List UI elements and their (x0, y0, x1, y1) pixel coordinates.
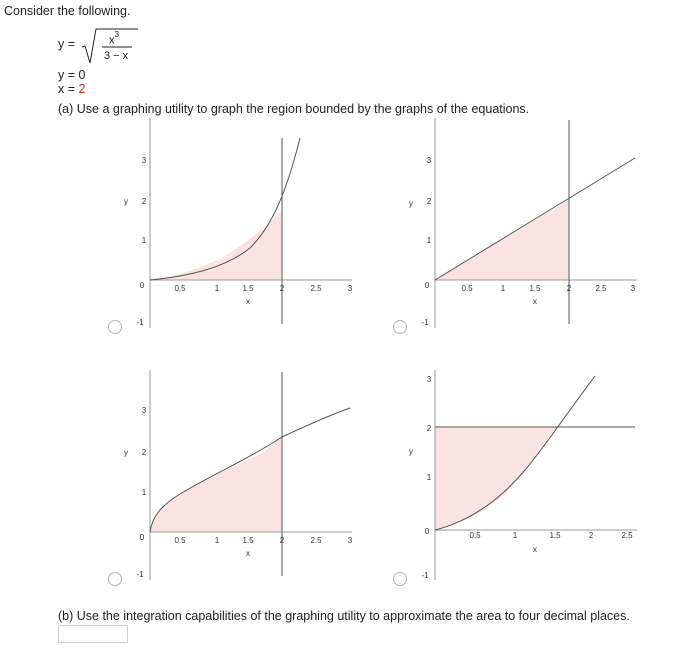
part-b-prompt: (b) Use the integration capabilities of the graphing utility to approximate the area to four decimal places. (58, 609, 630, 623)
option-1-radio[interactable] (108, 320, 122, 334)
tick-y--1: -1 (421, 571, 429, 580)
tick-x-0.5: 0.5 (461, 284, 473, 293)
y-axis-label: y (409, 199, 413, 208)
tick-x-2.5: 2.5 (310, 536, 322, 545)
tick-y-3: 3 (141, 156, 147, 165)
area-answer-field[interactable] (58, 625, 128, 643)
x-axis-label: x (533, 297, 537, 306)
shaded-region (150, 210, 282, 280)
fraction-denominator: 3 − x (104, 50, 129, 62)
tick-y-3: 3 (141, 406, 147, 415)
fraction-numerator (109, 32, 119, 47)
y-axis-label: y (124, 448, 128, 457)
graph-option-4 (405, 370, 645, 585)
option-4-radio[interactable] (393, 572, 407, 586)
tick-x-2.5: 2.5 (310, 284, 322, 293)
option-2-radio[interactable] (393, 320, 407, 334)
y-axis-label: y (124, 197, 128, 206)
tick-x-2.5: 2.5 (595, 284, 607, 293)
tick-x-2: 2 (279, 536, 285, 545)
tick-x-0.5: 0.5 (174, 284, 186, 293)
tick-x-3: 3 (347, 284, 353, 293)
graph-option-3 (120, 370, 360, 585)
tick-x-3: 3 (630, 284, 636, 293)
tick-x-2.5: 2.5 (621, 531, 633, 540)
tick-x-1.5: 1.5 (242, 536, 254, 545)
tick-x-1: 1 (512, 531, 518, 540)
graph-option-1 (120, 118, 360, 333)
graph-option-2 (405, 118, 645, 333)
tick-y--1: -1 (421, 318, 429, 327)
numerator-x: x (109, 34, 115, 47)
equation-x-two-rhs: 2 (78, 82, 86, 96)
shaded-region (150, 437, 282, 532)
equation-y-label: y = (58, 37, 76, 51)
tick-x-3: 3 (347, 536, 353, 545)
part-a-prompt: (a) Use a graphing utility to graph the region bounded by the graphs of the equations. (58, 102, 530, 116)
tick-x-1.5: 1.5 (549, 531, 561, 540)
tick-y--1: -1 (136, 318, 144, 327)
tick-y-1: 1 (141, 236, 147, 245)
tick-x-2: 2 (279, 284, 285, 293)
tick-y-3: 3 (426, 156, 432, 165)
shaded-region (435, 427, 557, 530)
numerator-exponent: 3 (114, 30, 119, 39)
intro-text: Consider the following. (4, 4, 131, 18)
tick-y-1: 1 (426, 473, 432, 482)
equation-x-two (58, 82, 85, 96)
tick-y-2: 2 (426, 197, 432, 206)
equation-x-two-lhs: x = (58, 82, 79, 96)
equation-y-zero: y = 0 (58, 68, 86, 82)
tick-y-2: 2 (426, 424, 432, 433)
tick-x-2: 2 (566, 284, 572, 293)
tick-y-0: 0 (139, 533, 145, 542)
tick-x-1.5: 1.5 (242, 284, 254, 293)
tick-y--1: -1 (136, 570, 144, 579)
tick-y-0: 0 (424, 527, 430, 536)
tick-y-2: 2 (141, 448, 147, 457)
tick-y-1: 1 (426, 236, 432, 245)
tick-x-0.5: 0.5 (174, 536, 186, 545)
tick-x-2: 2 (588, 531, 594, 540)
x-axis-label: x (533, 545, 537, 554)
tick-y-0: 0 (139, 281, 145, 290)
tick-y-3: 3 (426, 375, 432, 384)
tick-x-1: 1 (214, 536, 220, 545)
x-axis-label: x (246, 297, 250, 306)
x-axis-label: x (246, 549, 250, 558)
tick-x-1: 1 (214, 284, 220, 293)
tick-y-2: 2 (141, 197, 147, 206)
tick-x-1.5: 1.5 (529, 284, 541, 293)
tick-x-1: 1 (500, 284, 506, 293)
tick-y-0: 0 (424, 281, 430, 290)
tick-x-0.5: 0.5 (469, 531, 481, 540)
tick-y-1: 1 (141, 488, 147, 497)
y-axis-label: y (409, 447, 413, 456)
option-3-radio[interactable] (108, 572, 122, 586)
